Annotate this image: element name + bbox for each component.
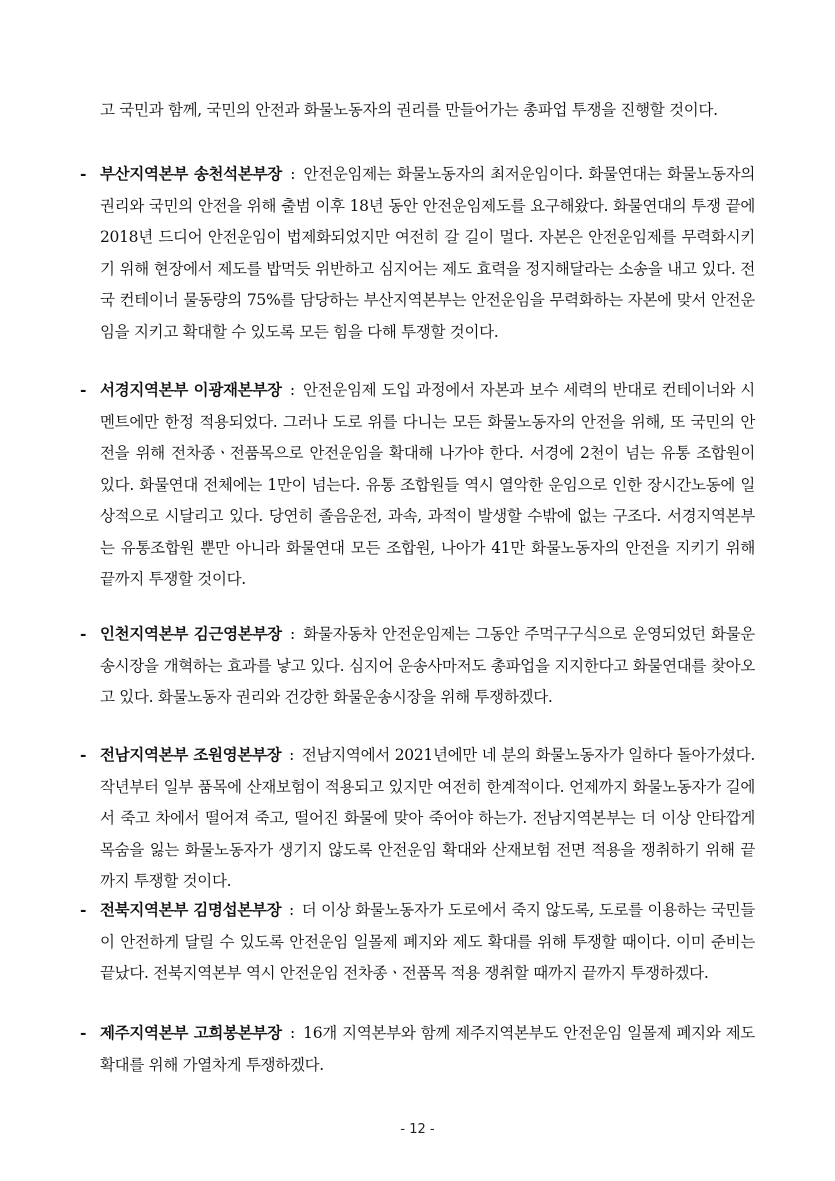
speaker-name: 부산지역본부 송천석본부장 [100,164,282,183]
statement-paragraph [80,158,755,348]
statement-incheon [80,618,755,714]
bullet-dash: - [80,745,87,764]
speaker-colon: : [289,381,295,399]
statement-busan [80,158,755,348]
page-number: - 12 - [400,1122,435,1137]
bullet-dash: - [80,900,87,919]
speaker-colon: : [289,1024,295,1042]
speaker-colon: : [290,625,295,643]
statement-text: 16개 지역본부와 함께 제주지역본부도 안전운임 일몰제 폐지와 제도 확대를 위해 가열차게 투쟁하겠다. [100,1024,755,1074]
statement-paragraph [80,739,755,898]
bullet-dash: - [80,624,87,643]
statement-text: 안전운임제는 화물노동자의 최저운임이다. 화물연대는 화물노동자의 권리와 국민의 안전을 위해 출범 이후 18년 동안 안전운임제도를 요구해왔다. 화물연대의 투쟁 끝에 2018년 드디어 안전운임이 법제화되었지만 여전히 갈 길이 멀다. 자본은 안전운임제를 무력화시키기 위해 현장에서 제도를 밥먹듯 위반하고 심지어는 제도 효력을 정지해달라는 소송을 내고 있다. 전국 컨테이너 물동량의 75%를 담당하는 부산지역본부는 안전운임을 무력화하는 자본에 맞서 안전운임을 지키고 확대할 수 있도록 모든 힘을 다해 투쟁할 것이다. [100,165,755,341]
statement-paragraph [80,374,755,596]
speaker-colon: : [289,746,295,764]
statement-text: 안전운임제 도입 과정에서 자본과 보수 세력의 반대로 컨테이너와 시멘트에만 한정 적용되었다. 그러나 도로 위를 다니는 모든 화물노동자의 안전을 위해, 또 국민의 안전을 위해 전차종ㆍ전품목으로 안전운임을 확대해 나가야 한다. 서경에 2천이 넘는 유통 조합원이 있다. 화물연대 전체에는 1만이 넘는다. 유통 조합원들 역시 열악한 운임으로 인한 장시간노동에 일상적으로 시달리고 있다. 당연히 졸음운전, 과속, 과적이 발생할 수밖에 없는 구조다. 서경지역본부는 유통조합원 뿐만 아니라 화물연대 모든 조합원, 나아가 41만 화물노동자의 안전을 지키기 위해 끝까지 투쟁할 것이다. [100,381,755,588]
bullet-dash: - [80,1023,87,1042]
intro-paragraph: 고 국민과 함께, 국민의 안전과 화물노동자의 권리를 만들어가는 총파업 투쟁을 진행할 것이다. [100,101,718,119]
speaker-name: 서경지역본부 이광재본부장 [100,380,282,399]
speaker-name: 제주지역본부 고희봉본부장 [100,1023,282,1042]
statement-jeonbuk [80,894,755,990]
statement-text: 전남지역에서 2021년에만 네 분의 화물노동자가 일하다 돌아가셨다. 작년부터 일부 품목에 산재보험이 적용되고 있지만 여전히 한계적이다. 언제까지 화물노동자가 길에서 죽고 차에서 떨어져 죽고, 떨어진 화물에 맞아 죽어야 하는가. 전남지역본부는 더 이상 안타깝게 목숨을 잃는 화물노동자가 생기지 않도록 안전운임 확대와 산재보험 전면 적용을 쟁취하기 위해 끝까지 투쟁할 것이다. [100,746,755,890]
statement-jeonnam [80,739,755,898]
bullet-dash: - [80,380,87,399]
bullet-dash: - [80,164,87,183]
statement-paragraph [80,1017,755,1081]
statement-text: 더 이상 화물노동자가 도로에서 죽지 않도록, 도로를 이용하는 국민들이 안전하게 달릴 수 있도록 안전운임 일몰제 폐지와 제도 확대를 위해 투쟁할 때이다. 이미 준비는 끝났다. 전북지역본부 역시 안전운임 전차종ㆍ전품목 적용 쟁취할 때까지 끝까지 투쟁하겠다. [100,901,755,982]
statement-text: 화물자동차 안전운임제는 그동안 주먹구구식으로 운영되었던 화물운송시장을 개혁하는 효과를 낳고 있다. 심지어 운송사마저도 총파업을 지지한다고 화물연대를 찾아오고 있다. 화물노동자 권리와 건강한 화물운송시장을 위해 투쟁하겠다. [100,625,755,706]
speaker-name: 전북지역본부 김명섭본부장 [100,900,282,919]
speaker-colon: : [290,165,296,183]
speaker-colon: : [289,901,294,919]
speaker-name: 인천지역본부 김근영본부장 [100,624,282,643]
statement-paragraph [80,618,755,714]
statement-jeju [80,1017,755,1081]
speaker-name: 전남지역본부 조원영본부장 [100,745,282,764]
statement-paragraph [80,894,755,990]
statement-seogyeong [80,374,755,596]
